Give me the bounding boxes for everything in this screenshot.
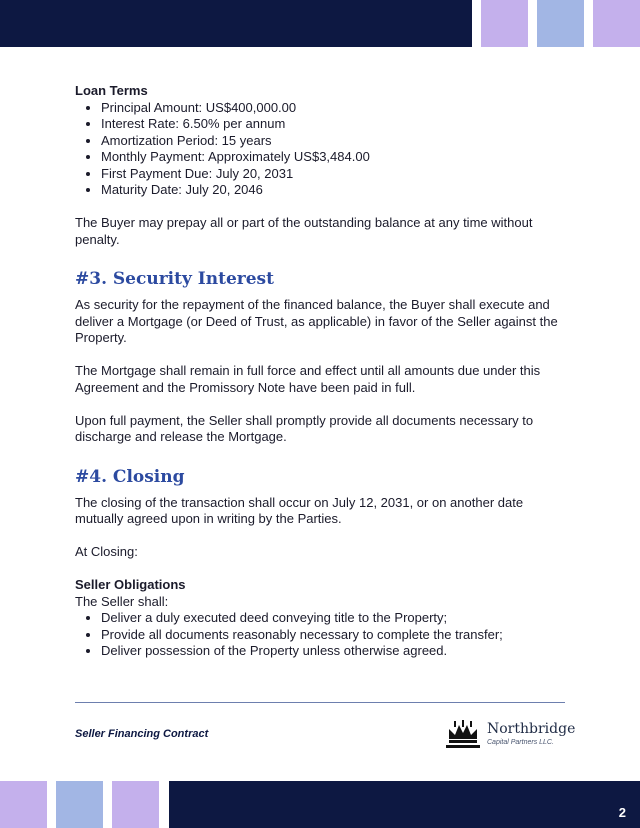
list-item: • First Payment Due: July 20, 2031 bbox=[101, 166, 565, 183]
footer-divider bbox=[75, 702, 565, 703]
page-number: 2 bbox=[618, 805, 626, 820]
section-heading-closing: #4. Closing bbox=[75, 466, 185, 487]
paragraph: At Closing: bbox=[75, 544, 138, 559]
prepay-paragraph: The Buyer may prepay all or part of the outstanding balance at any time without penalty. bbox=[75, 215, 533, 247]
paragraph: As security for the repayment of the financed balance, the Buyer shall execute and deliver a Mortgage (or Deed of Trust, as applicable) in favor of the Seller against the Property. bbox=[75, 297, 558, 345]
footer-document-title: Seller Financing Contract bbox=[75, 728, 209, 740]
list-item: • Principal Amount: US$400,000.00 bbox=[101, 100, 565, 117]
crown-bridge-icon bbox=[446, 720, 480, 750]
list-item: • Interest Rate: 6.50% per annum bbox=[101, 116, 565, 133]
logo-subtitle: Capital Partners LLC. bbox=[487, 739, 554, 746]
document-body bbox=[75, 83, 565, 660]
decor-square bbox=[481, 0, 528, 47]
paragraph: The Seller shall: bbox=[75, 593, 169, 609]
paragraph: The Mortgage shall remain in full force and effect until all amounts due under this Agreement and the Promissory Note have been paid in full. bbox=[75, 363, 541, 395]
list-item: • Deliver a duly executed deed conveying title to the Property; bbox=[101, 610, 565, 627]
paragraph: The closing of the transaction shall occur on July 12, 2031, or on another date mutually agreed upon in writing by the Parties. bbox=[75, 494, 524, 526]
bottom-banner bbox=[169, 781, 640, 828]
seller-obligations-heading: Seller Obligations bbox=[75, 577, 186, 592]
paragraph: Upon full payment, the Seller shall promptly provide all documents necessary to discharge and release the Mortgage. bbox=[75, 412, 534, 444]
list-item: • Maturity Date: July 20, 2046 bbox=[101, 182, 565, 199]
list-item: • Provide all documents reasonably necessary to complete the transfer; bbox=[101, 627, 565, 644]
logo-name: Northbridge bbox=[487, 721, 576, 737]
loan-terms-list bbox=[75, 100, 565, 199]
decor-square bbox=[56, 781, 103, 828]
decor-square bbox=[0, 781, 47, 828]
section-heading-security: #3. Security Interest bbox=[75, 269, 274, 289]
list-item: • Deliver possession of the Property unless otherwise agreed. bbox=[101, 643, 565, 660]
decor-square bbox=[537, 0, 584, 47]
company-logo bbox=[446, 720, 576, 750]
seller-obligations-list bbox=[75, 610, 565, 660]
loan-terms-heading: Loan Terms bbox=[75, 83, 148, 98]
list-item: • Monthly Payment: Approximately US$3,484.00 bbox=[101, 149, 565, 166]
decor-square bbox=[593, 0, 640, 47]
list-item: • Amortization Period: 15 years bbox=[101, 133, 565, 150]
top-banner bbox=[0, 0, 472, 47]
decor-square bbox=[112, 781, 159, 828]
